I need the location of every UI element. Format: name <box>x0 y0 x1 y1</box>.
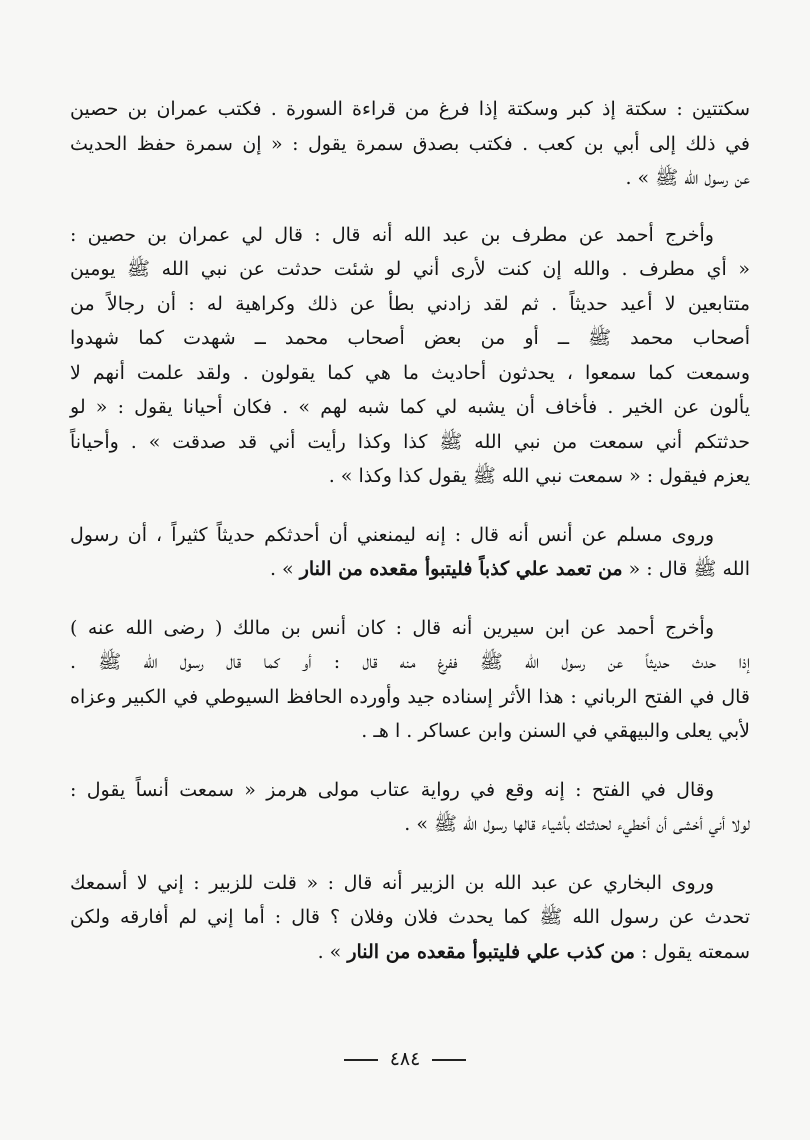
paragraph-6 <box>70 866 750 970</box>
text-line: لأبي يعلى والبيهقي في السنن وابن عساكر . ا هـ . <box>361 720 750 742</box>
text-line: وأخرج أحمد عن ابن سيرين أنه قال : كان أنس بن مالك ( رضى الله عنه ) <box>70 616 714 639</box>
page-number: ٤٨٤ <box>389 1048 421 1070</box>
page-number-footer <box>0 1048 810 1070</box>
paragraph-5 <box>70 773 750 842</box>
text-line: متتابعين لا أعيد حديثاً . ثم لقد زادني بطأ عن ذلك وكراهية له : أن رجالاً من <box>70 292 750 315</box>
text-line: يألون عن الخير . فأخاف أن يشبه لي كما شبه لهم » . فكان أحيانا يقول : « لو <box>70 396 750 418</box>
text-fragment: » . <box>269 558 300 580</box>
paragraph-1 <box>70 92 750 196</box>
text-line: وقال في الفتح : إنه وقع في رواية عتاب مولى هرمز « سمعت أنساً يقول : <box>70 778 714 801</box>
text-line: لولا أني أخشى أن أخطيء لحدثتك بأشياء قالها رسول الله ﷺ » . <box>404 813 750 835</box>
dash-right <box>344 1059 378 1061</box>
dash-left <box>432 1059 466 1061</box>
text-line: وروى مسلم عن أنس أنه قال : إنه ليمنعني أن أحدثكم حديثاً كثيراً ، أن رسول <box>70 523 714 546</box>
paragraph-4 <box>70 611 750 749</box>
text-line: « أي مطرف . والله إن كنت لأرى أني لو شئت حدثت عن نبي الله ﷺ يومين <box>70 258 750 280</box>
text-fragment: سمعته يقول : <box>634 940 750 963</box>
text-line: حدثتكم أني سمعت من نبي الله ﷺ كذا وكذا رأيت أني قد صدقت » . وأحياناً <box>70 430 750 453</box>
text-line: وسمعت كما سمعوا ، يحدثون أحاديث ما هي كما يقولون . ولقد علمت أنهم لا <box>70 361 750 384</box>
text-line: وروى البخاري عن عبد الله بن الزبير أنه قال : « قلت للزبير : إني لا أسمعك <box>70 871 714 894</box>
paragraph-2 <box>70 218 750 494</box>
text-line: عن رسول الله ﷺ » . <box>625 167 750 189</box>
body-text <box>70 92 750 993</box>
hadith-quote: من تعمد علي كذباً فليتبوأ مقعده من النار <box>299 558 623 580</box>
text-line: في ذلك إلى أبي بن كعب . فكتب بصدق سمرة يقول : « إن سمرة حفظ الحديث <box>70 132 750 155</box>
text-fragment: الله ﷺ قال : « <box>622 558 750 580</box>
text-line: وأخرج أحمد عن مطرف بن عبد الله أنه قال : قال لي عمران بن حصين : <box>70 223 714 246</box>
text-line <box>70 552 750 587</box>
text-line: يعزم فيقول : « سمعت نبي الله ﷺ يقول كذا وكذا » . <box>328 465 750 487</box>
text-line: إذا حدث حديثاً عن رسول الله ﷺ ففرغ منه قال : أو كما قال رسول الله ﷺ . <box>70 651 750 673</box>
paragraph-3 <box>70 518 750 587</box>
text-line: أصحاب محمد ﷺ ــ أو من بعض أصحاب محمد ــ شهدت كما شهدوا <box>70 327 750 349</box>
text-line: قال في الفتح الرباني : هذا الأثر إسناده جيد وأورده الحافظ السيوطي في الكبير وعزاه <box>70 685 750 708</box>
text-line: تحدث عن رسول الله ﷺ كما يحدث فلان وفلان ؟ قال : أما إني لم أفارقه ولكن <box>70 906 750 928</box>
text-fragment: » . <box>317 940 348 963</box>
text-line <box>70 935 750 970</box>
hadith-quote: من كذب علي فليتبوأ مقعده من النار <box>347 940 635 963</box>
text-line: سكتتين : سكتة إذ كبر وسكتة إذا فرغ من قراءة السورة . فكتب عمران بن حصين <box>70 98 750 120</box>
